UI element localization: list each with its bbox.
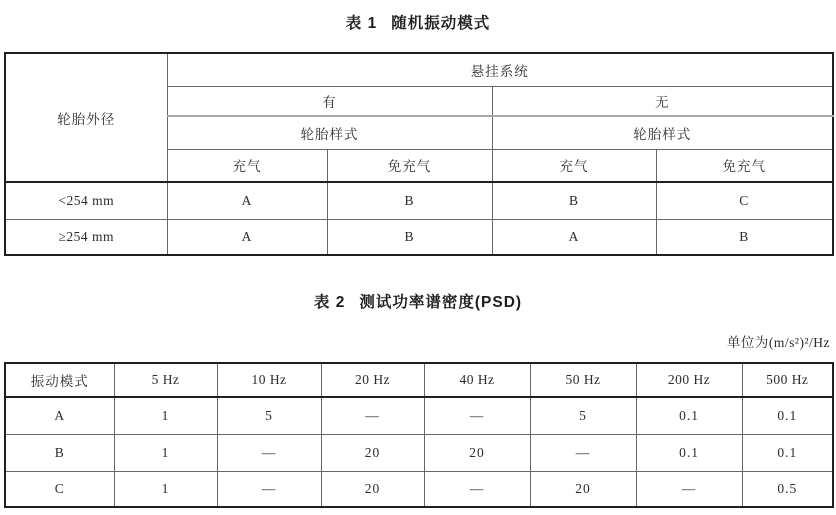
table-cell: B [327, 219, 492, 255]
table-cell: 20 [321, 434, 424, 471]
column-header: 免充气 [327, 149, 492, 182]
header-tire-outer-diameter: 轮胎外径 [5, 53, 167, 182]
header-tire-style-right: 轮胎样式 [492, 116, 833, 149]
table-cell: — [424, 471, 530, 507]
table1-caption-label: 表 1 [345, 15, 378, 32]
column-header: 20 Hz [321, 363, 424, 397]
column-header: 50 Hz [530, 363, 636, 397]
table-cell: 0.1 [636, 397, 742, 434]
table-cell: — [636, 471, 742, 507]
table-row [5, 53, 833, 86]
table-cell: B [327, 182, 492, 219]
column-header: 10 Hz [217, 363, 321, 397]
table-cell: B [656, 219, 833, 255]
table-row [5, 182, 833, 219]
header-tire-style-left: 轮胎样式 [167, 116, 492, 149]
column-header: 40 Hz [424, 363, 530, 397]
table-cell: 5 [217, 397, 321, 434]
row-label: A [5, 397, 114, 434]
psd-table [4, 362, 834, 508]
table-row [5, 219, 833, 255]
table-cell: 20 [424, 434, 530, 471]
table-cell: A [167, 182, 327, 219]
table1-caption [0, 11, 836, 33]
table-cell: 0.5 [742, 471, 833, 507]
column-header: 充气 [492, 149, 656, 182]
table-cell: 1 [114, 434, 217, 471]
table-cell: 1 [114, 397, 217, 434]
table-cell: — [217, 434, 321, 471]
row-label: <254 mm [5, 182, 167, 219]
table-cell: A [492, 219, 656, 255]
table-row [5, 471, 833, 507]
table1-caption-text: 随机振动模式 [391, 15, 491, 32]
table-cell: — [530, 434, 636, 471]
column-header-vibration-mode: 振动模式 [5, 363, 114, 397]
table-header-row [5, 363, 833, 397]
table-cell: 1 [114, 471, 217, 507]
table-cell: 20 [321, 471, 424, 507]
table-row [5, 434, 833, 471]
row-label: B [5, 434, 114, 471]
table-cell: C [656, 182, 833, 219]
table-cell: — [424, 397, 530, 434]
row-label: C [5, 471, 114, 507]
column-header: 200 Hz [636, 363, 742, 397]
table-cell: 20 [530, 471, 636, 507]
column-header: 免充气 [656, 149, 833, 182]
table-cell: — [217, 471, 321, 507]
unit-note: 单位为(m/s²)²/Hz [726, 335, 830, 350]
column-header: 5 Hz [114, 363, 217, 397]
random-vibration-mode-table [4, 52, 834, 256]
table-cell: A [167, 219, 327, 255]
header-suspension-system: 悬挂系统 [167, 53, 833, 86]
column-header: 充气 [167, 149, 327, 182]
table-cell: B [492, 182, 656, 219]
table2-caption [0, 290, 836, 312]
table2-caption-text: 测试功率谱密度(PSD) [359, 294, 523, 311]
table-cell: 5 [530, 397, 636, 434]
table-row [5, 397, 833, 434]
table-cell: 0.1 [636, 434, 742, 471]
header-suspension-no: 无 [492, 86, 833, 116]
table-cell: 0.1 [742, 397, 833, 434]
table2-caption-label: 表 2 [313, 294, 346, 311]
table-cell: 0.1 [742, 434, 833, 471]
row-label: ≥254 mm [5, 219, 167, 255]
header-suspension-yes: 有 [167, 86, 492, 116]
column-header: 500 Hz [742, 363, 833, 397]
table-cell: — [321, 397, 424, 434]
